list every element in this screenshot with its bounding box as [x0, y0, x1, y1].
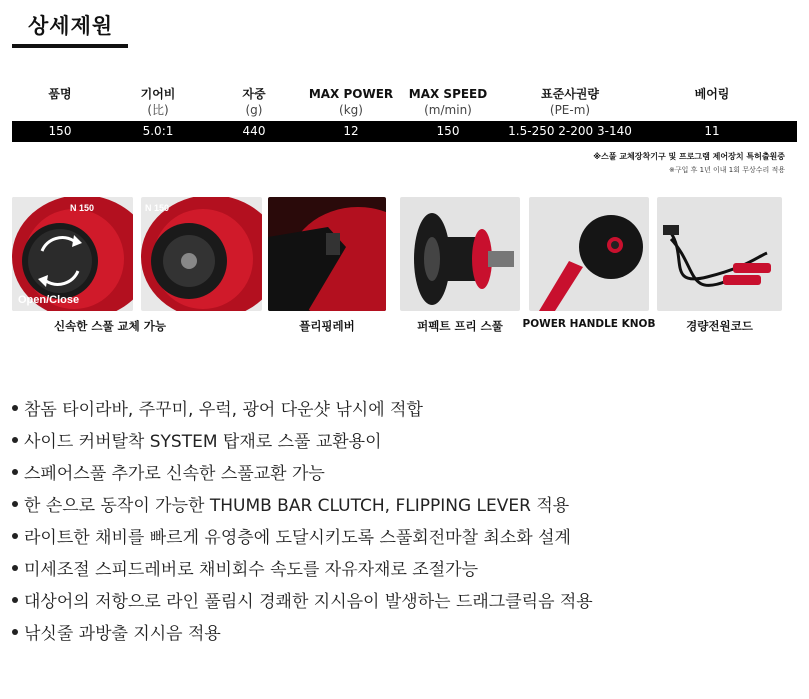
bullet-icon [12, 437, 18, 443]
bullet-icon [12, 501, 18, 507]
reel-open-close-photo [12, 197, 133, 311]
spec-col-bearing: 베어링 [694, 87, 730, 101]
flipping-lever-photo [268, 197, 386, 311]
spec-value-name: 150 [48, 124, 72, 138]
spec-col-line-capacity: 표준사권량 (PE-m) [541, 87, 599, 117]
bullet-icon [12, 533, 18, 539]
spec-value-gear-ratio: 5.0:1 [142, 124, 174, 138]
title-underline [12, 44, 128, 48]
svg-text:N 150: N 150 [145, 203, 170, 213]
open-close-label: Open/Close [18, 294, 80, 306]
list-item: 대상어의 저항으로 라인 풀림시 경쾌한 지시음이 발생하는 드래그클릭음 적용 [12, 586, 593, 618]
bullet-icon [12, 469, 18, 475]
list-item: 사이드 커버탈착 SYSTEM 탑재로 스풀 교환용이 [12, 426, 593, 458]
bullet-icon [12, 405, 18, 411]
spec-value-max-power: 12 [343, 124, 359, 138]
caption-power-cord: 경량전원코드 [686, 319, 753, 333]
power-cord-photo [657, 197, 782, 311]
list-item: 한 손으로 동작이 가능한 THUMB BAR CLUTCH, FLIPPING LEVER 적용 [12, 490, 593, 522]
patent-note: ※스풀 교체장착기구 및 프로그램 제어장치 특허출원중 [593, 152, 785, 161]
spec-col-max-speed: MAX SPEED (m/min) [408, 87, 488, 117]
spec-value-bearing: 11 [704, 124, 720, 138]
caption-handle-knob: POWER HANDLE KNOB [522, 318, 656, 330]
caption-free-spool: 퍼펙트 프리 스풀 [417, 319, 503, 333]
spec-value-line-capacity: 1.5-250 2-200 3-140 [508, 124, 632, 138]
list-item: 라이트한 채비를 빠르게 유영층에 도달시키도록 스풀회전마찰 최소화 설계 [12, 522, 593, 554]
list-item: 참돔 타이라바, 주꾸미, 우럭, 광어 다운샷 낚시에 적합 [12, 394, 593, 426]
reel-spool-photo [141, 197, 262, 311]
bullet-icon [12, 597, 18, 603]
spec-col-name: 품명 [48, 87, 72, 101]
bullet-icon [12, 629, 18, 635]
spec-value-max-speed: 150 [436, 124, 460, 138]
feature-list [12, 394, 593, 650]
spec-table-header [0, 86, 809, 120]
warranty-note: ※구입 후 1년 이내 1회 무상수리 적용 [668, 166, 785, 174]
page-title: 상세제원 [28, 14, 114, 38]
list-item: 미세조절 스피드레버로 채비회수 속도를 자유자재로 조절가능 [12, 554, 593, 586]
spec-value-weight: 440 [242, 124, 266, 138]
spec-values-row [12, 121, 797, 142]
list-item: 스페어스풀 추가로 신속한 스풀교환 가능 [12, 458, 593, 490]
bullet-icon [12, 565, 18, 571]
caption-flipping-lever: 플리핑레버 [299, 319, 355, 333]
spec-col-gear-ratio: 기어비 (比) [140, 87, 176, 117]
list-item: 낚싯줄 과방출 지시음 적용 [12, 618, 593, 650]
svg-text:N 150: N 150 [70, 203, 95, 213]
spec-col-weight: 자중 (g) [242, 87, 266, 117]
caption-spool-change: 신속한 스풀 교체 가능 [54, 319, 166, 333]
spool-photo [400, 197, 520, 311]
spec-col-max-power: MAX POWER (kg) [308, 87, 394, 117]
handle-knob-photo [529, 197, 649, 311]
